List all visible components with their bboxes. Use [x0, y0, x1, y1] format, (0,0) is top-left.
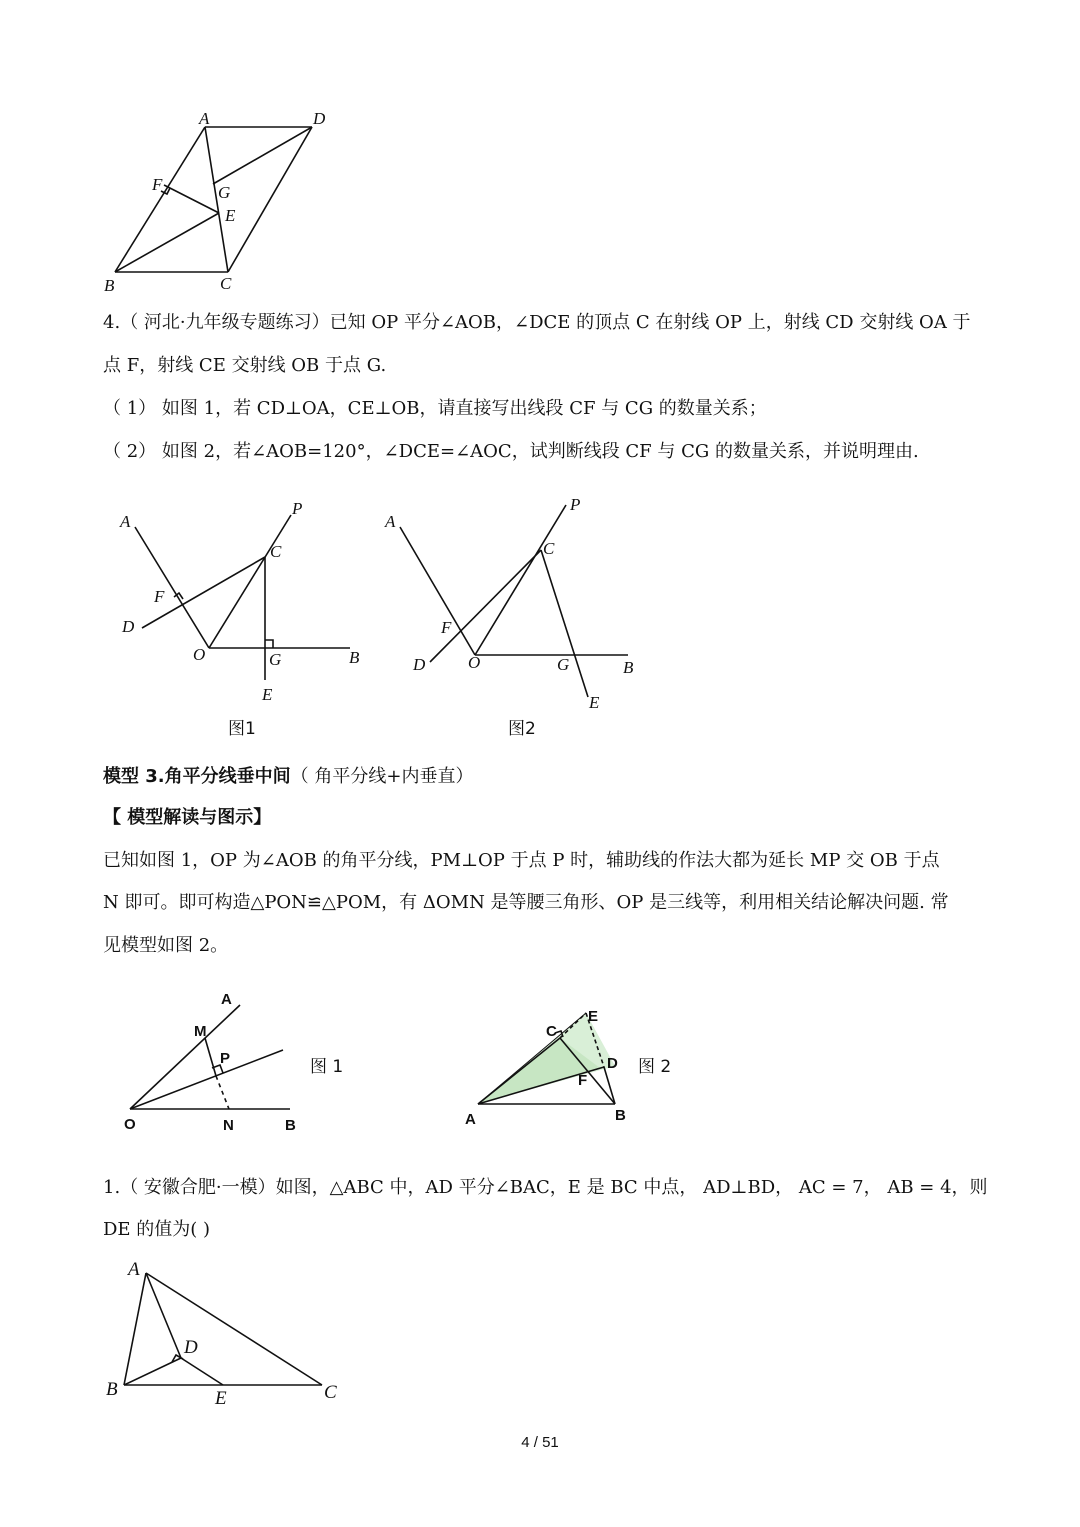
- q1-number: 1.: [103, 1177, 121, 1198]
- mfig2-label-C: C: [546, 1023, 557, 1040]
- fig1-label-B: B: [349, 648, 360, 667]
- fig1-label-A: A: [120, 512, 131, 531]
- model3-para3: 见模型如图 2。: [103, 935, 229, 956]
- label-A: A: [199, 109, 210, 128]
- model3-para1: 已知如图 1，OP 为∠AOB 的角平分线，PM⊥OP 于点 P 时，辅助线的作法大都为延长 MP 交 OB 于点: [103, 850, 940, 871]
- q4-line2: 点 F，射线 CE 交射线 OB 于点 G.: [103, 355, 387, 376]
- model3-title: 模型 3.角平分线垂中间: [103, 766, 291, 787]
- mfig2-label-B: B: [615, 1107, 626, 1124]
- fig2-label-E: E: [589, 693, 600, 712]
- mfig1-caption: 图 1: [310, 1057, 344, 1077]
- mfig1-label-P: P: [220, 1050, 231, 1067]
- mfig1-label-B: B: [285, 1117, 296, 1134]
- mfig2-label-E: E: [588, 1008, 599, 1025]
- fig1-label-D: D: [122, 617, 135, 636]
- mfig2-caption: 图 2: [638, 1057, 672, 1077]
- fig2-label-P: P: [570, 495, 581, 514]
- q4-part1: （ 1） 如图 1，若 CD⊥OA，CE⊥OB，请直接写出线段 CF 与 CG 的数量关系；: [103, 398, 767, 419]
- mfig1-label-M: M: [194, 1023, 207, 1040]
- fig2-label-B: B: [623, 658, 634, 677]
- q4-source: （ 河北·九年级专题练习）: [120, 312, 330, 333]
- fig1-label-E: E: [262, 685, 273, 704]
- fig2-caption: 图2: [508, 719, 536, 739]
- label-F: F: [152, 175, 163, 194]
- q1-line2: DE 的值为( ): [103, 1219, 211, 1240]
- q4-line1-rest: OP 平分∠AOB，∠DCE 的顶点 C 在射线 OP 上，射线 CD 交射线 OA 于: [365, 312, 971, 333]
- q1-source: （ 安徽合肥·一模）: [120, 1177, 276, 1198]
- mfig2-label-A: A: [465, 1111, 476, 1128]
- fig2-label-O: O: [468, 653, 481, 672]
- mfig2-label-F: F: [578, 1072, 588, 1089]
- q1fig-label-C: C: [324, 1382, 337, 1403]
- model3-heading: 【 模型解读与图示】: [103, 807, 272, 828]
- fig1-label-C: C: [270, 542, 282, 561]
- q4-part2: （ 2） 如图 2，若∠AOB=120°，∠DCE=∠AOC，试判断线段 CF 与 CG 的数量关系，并说明理由.: [103, 441, 919, 462]
- mfig1-label-A: A: [221, 991, 232, 1008]
- mfig2-label-D: D: [607, 1055, 618, 1072]
- q1-text: 如图，△ABC 中，AD 平分∠BAC，E 是 BC 中点， AD⊥BD， AC = 7， AB = 4，则: [275, 1177, 988, 1198]
- q1fig-label-B: B: [106, 1379, 118, 1400]
- mfig1-label-O: O: [124, 1116, 136, 1133]
- q1fig-label-A: A: [128, 1259, 140, 1280]
- label-B: B: [104, 276, 115, 295]
- fig1-label-G: G: [269, 650, 282, 669]
- q4-number: 4.: [103, 312, 121, 333]
- fig1-label-F: F: [154, 587, 165, 606]
- fig2-label-D: D: [413, 655, 426, 674]
- label-G: G: [218, 183, 231, 202]
- fig1-label-P: P: [292, 499, 303, 518]
- fig2-label-A: A: [385, 512, 396, 531]
- q1fig-label-E: E: [215, 1388, 227, 1409]
- mfig1-label-N: N: [223, 1117, 234, 1134]
- fig1-caption: 图1: [228, 719, 256, 739]
- model3-subtitle: （ 角平分线+内垂直）: [290, 766, 474, 787]
- model3-para2: N 即可。即可构造△PON≌△POM，有 ΔOMN 是等腰三角形、OP 是三线等，利用相关结论解决问题. 常: [103, 892, 949, 913]
- q4-line1-pre: 已知: [329, 312, 366, 333]
- label-D: D: [313, 109, 326, 128]
- fig2-label-F: F: [441, 618, 452, 637]
- q1fig-label-D: D: [184, 1337, 198, 1358]
- label-E: E: [225, 206, 236, 225]
- fig1-label-O: O: [193, 645, 206, 664]
- fig2-label-C: C: [543, 539, 555, 558]
- fig2-label-G: G: [557, 655, 570, 674]
- page-number: 4 / 51: [521, 1434, 559, 1451]
- label-C: C: [220, 274, 232, 293]
